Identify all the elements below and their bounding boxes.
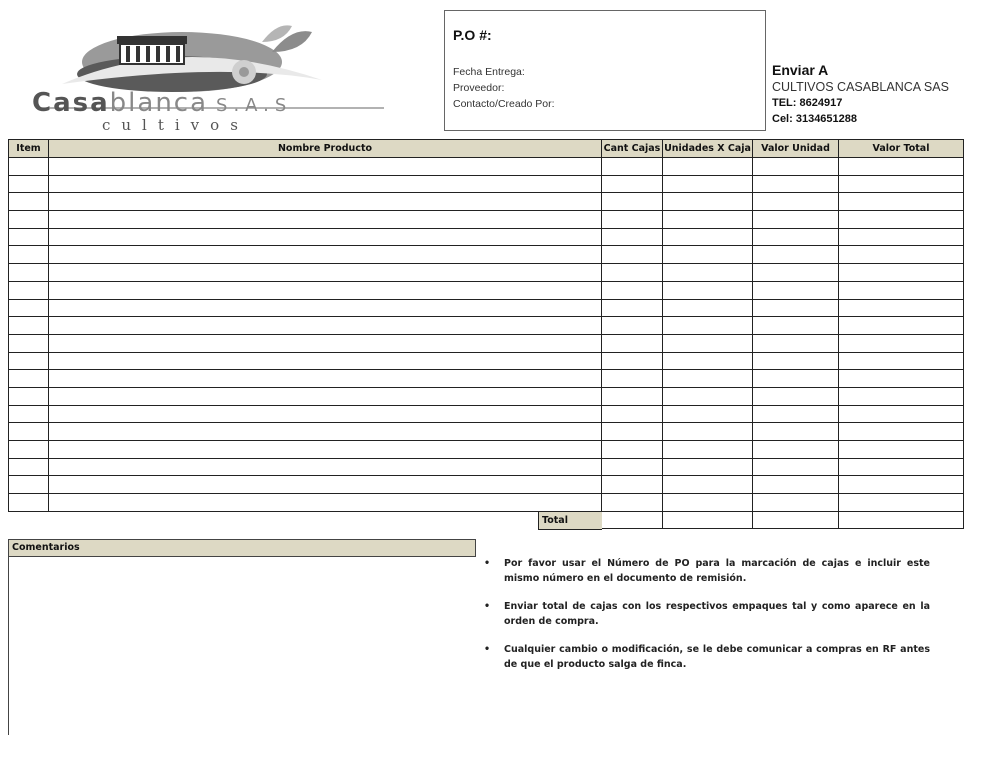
- unidades-x-caja-cell[interactable]: [663, 317, 753, 335]
- nombre-producto-cell[interactable]: [49, 158, 602, 176]
- unidades-x-caja-cell[interactable]: [663, 387, 753, 405]
- company-logo: [22, 22, 392, 132]
- items-body: [9, 158, 964, 512]
- item-cell[interactable]: [9, 175, 49, 193]
- item-cell[interactable]: [9, 334, 49, 352]
- ship-to-tel: TEL: 8624917: [772, 97, 843, 109]
- cant-cajas-cell[interactable]: [602, 193, 663, 211]
- valor-unidad-cell[interactable]: [753, 476, 839, 494]
- nombre-producto-cell[interactable]: [49, 264, 602, 282]
- table-row: [9, 352, 964, 370]
- table-row: [9, 228, 964, 246]
- item-cell[interactable]: [9, 228, 49, 246]
- item-cell[interactable]: [9, 246, 49, 264]
- valor-unidad-cell[interactable]: [753, 211, 839, 229]
- valor-unidad-cell[interactable]: [753, 193, 839, 211]
- valor-total-cell[interactable]: [839, 246, 964, 264]
- cant-cajas-cell[interactable]: [602, 299, 663, 317]
- unidades-x-caja-cell[interactable]: [663, 494, 753, 512]
- item-cell[interactable]: [9, 299, 49, 317]
- item-cell[interactable]: [9, 476, 49, 494]
- cant-cajas-cell[interactable]: [602, 211, 663, 229]
- nombre-producto-cell[interactable]: [49, 175, 602, 193]
- contacto-label: Contacto/Creado Por:: [453, 98, 555, 110]
- table-row: [9, 281, 964, 299]
- table-row: [9, 211, 964, 229]
- logo-brand-part3: S.A.S: [216, 95, 293, 116]
- unidades-x-caja-cell[interactable]: [663, 281, 753, 299]
- nombre-producto-cell[interactable]: [49, 405, 602, 423]
- nombre-producto-cell[interactable]: [49, 441, 602, 459]
- cant-cajas-cell[interactable]: [602, 405, 663, 423]
- valor-total-cell[interactable]: [839, 228, 964, 246]
- nombre-producto-cell[interactable]: [49, 246, 602, 264]
- total-cant-cajas-cell[interactable]: [602, 511, 663, 529]
- valor-total-cell[interactable]: [839, 317, 964, 335]
- cant-cajas-cell[interactable]: [602, 317, 663, 335]
- total-label: Total: [538, 511, 602, 530]
- nombre-producto-cell[interactable]: [49, 423, 602, 441]
- item-cell[interactable]: [9, 458, 49, 476]
- comments-textarea[interactable]: [9, 557, 479, 739]
- ship-to-title: Enviar A: [772, 62, 829, 78]
- table-row: [9, 175, 964, 193]
- item-cell[interactable]: [9, 370, 49, 388]
- logo-brand-part2: blanca: [109, 88, 209, 118]
- instruction-text: Por favor usar el Número de PO para la marcación de cajas e incluir este mismo número en el documento de remisión.: [504, 558, 930, 584]
- valor-unidad-cell[interactable]: [753, 281, 839, 299]
- nombre-producto-cell[interactable]: [49, 334, 602, 352]
- item-cell[interactable]: [9, 317, 49, 335]
- table-row: [9, 423, 964, 441]
- total-row: [9, 511, 964, 529]
- valor-unidad-cell[interactable]: [753, 352, 839, 370]
- instruction-text: Cualquier cambio o modificación, se le debe comunicar a compras en RF antes de que el producto salga de finca.: [504, 644, 930, 670]
- unidades-x-caja-cell[interactable]: [663, 246, 753, 264]
- unidades-x-caja-cell[interactable]: [663, 370, 753, 388]
- nombre-producto-cell[interactable]: [49, 228, 602, 246]
- table-header-row: [9, 140, 964, 158]
- table-row: [9, 476, 964, 494]
- unidades-x-caja-cell[interactable]: [663, 158, 753, 176]
- item-cell[interactable]: [9, 441, 49, 459]
- valor-unidad-cell[interactable]: [753, 387, 839, 405]
- nombre-producto-cell[interactable]: [49, 317, 602, 335]
- unidades-x-caja-cell[interactable]: [663, 423, 753, 441]
- valor-total-cell[interactable]: [839, 387, 964, 405]
- valor-unidad-cell[interactable]: [753, 423, 839, 441]
- cant-cajas-cell[interactable]: [602, 370, 663, 388]
- valor-unidad-cell[interactable]: [753, 494, 839, 512]
- total-valor-unidad-cell[interactable]: [753, 511, 839, 529]
- valor-total-cell[interactable]: [839, 193, 964, 211]
- valor-total-cell[interactable]: [839, 494, 964, 512]
- nombre-producto-cell[interactable]: [49, 370, 602, 388]
- item-cell[interactable]: [9, 281, 49, 299]
- valor-unidad-cell[interactable]: [753, 158, 839, 176]
- unidades-x-caja-cell[interactable]: [663, 264, 753, 282]
- table-row: [9, 387, 964, 405]
- table-row: [9, 458, 964, 476]
- valor-total-cell[interactable]: [839, 334, 964, 352]
- table-row: [9, 264, 964, 282]
- unidades-x-caja-cell[interactable]: [663, 405, 753, 423]
- header-valor-total: Valor Total: [839, 140, 964, 158]
- valor-unidad-cell[interactable]: [753, 246, 839, 264]
- valor-unidad-cell[interactable]: [753, 334, 839, 352]
- valor-total-cell[interactable]: [839, 441, 964, 459]
- instruction-item: [484, 556, 930, 586]
- valor-total-cell[interactable]: [839, 211, 964, 229]
- valor-total-cell[interactable]: [839, 281, 964, 299]
- unidades-x-caja-cell[interactable]: [663, 441, 753, 459]
- cant-cajas-cell[interactable]: [602, 175, 663, 193]
- valor-unidad-cell[interactable]: [753, 370, 839, 388]
- instructions-list: [484, 556, 930, 685]
- nombre-producto-cell[interactable]: [49, 476, 602, 494]
- valor-unidad-cell[interactable]: [753, 175, 839, 193]
- cant-cajas-cell[interactable]: [602, 228, 663, 246]
- proveedor-label: Proveedor:: [453, 82, 505, 94]
- header-nombre-producto: Nombre Producto: [49, 140, 602, 158]
- ship-to-cel: Cel: 3134651288: [772, 113, 858, 125]
- logo-brand-part1: Casa: [32, 88, 110, 118]
- nombre-producto-cell[interactable]: [49, 352, 602, 370]
- item-cell[interactable]: [9, 405, 49, 423]
- unidades-x-caja-cell[interactable]: [663, 476, 753, 494]
- comments-title: Comentarios: [9, 540, 475, 557]
- valor-unidad-cell[interactable]: [753, 299, 839, 317]
- nombre-producto-cell[interactable]: [49, 281, 602, 299]
- valor-total-cell[interactable]: [839, 370, 964, 388]
- header-item: Item: [9, 140, 49, 158]
- fecha-entrega-label: Fecha Entrega:: [453, 66, 525, 78]
- unidades-x-caja-cell[interactable]: [663, 175, 753, 193]
- item-cell[interactable]: [9, 494, 49, 512]
- unidades-x-caja-cell[interactable]: [663, 299, 753, 317]
- valor-unidad-cell[interactable]: [753, 317, 839, 335]
- valor-unidad-cell[interactable]: [753, 264, 839, 282]
- nombre-producto-cell[interactable]: [49, 494, 602, 512]
- logo-brand-name: [32, 88, 382, 118]
- header-unidades-x-caja: Unidades X Caja: [663, 140, 753, 158]
- nombre-producto-cell[interactable]: [49, 211, 602, 229]
- po-info-box: [444, 10, 766, 131]
- cant-cajas-cell[interactable]: [602, 458, 663, 476]
- table-row: [9, 334, 964, 352]
- valor-unidad-cell[interactable]: [753, 458, 839, 476]
- table-row: [9, 494, 964, 512]
- unidades-x-caja-cell[interactable]: [663, 352, 753, 370]
- item-cell[interactable]: [9, 352, 49, 370]
- instruction-item: [484, 642, 930, 672]
- table-row: [9, 441, 964, 459]
- header-valor-unidad: Valor Unidad: [753, 140, 839, 158]
- nombre-producto-cell[interactable]: [49, 387, 602, 405]
- cant-cajas-cell[interactable]: [602, 441, 663, 459]
- table-row: [9, 299, 964, 317]
- unidades-x-caja-cell[interactable]: [663, 228, 753, 246]
- ship-to-block: [772, 62, 992, 129]
- unidades-x-caja-cell[interactable]: [663, 193, 753, 211]
- cant-cajas-cell[interactable]: [602, 264, 663, 282]
- header-cant-cajas: Cant Cajas: [602, 140, 663, 158]
- nombre-producto-cell[interactable]: [49, 193, 602, 211]
- table-row: [9, 246, 964, 264]
- valor-total-cell[interactable]: [839, 458, 964, 476]
- unidades-x-caja-cell[interactable]: [663, 458, 753, 476]
- valor-unidad-cell[interactable]: [753, 228, 839, 246]
- instruction-item: [484, 599, 930, 629]
- table-row: [9, 317, 964, 335]
- item-cell[interactable]: [9, 264, 49, 282]
- valor-total-cell[interactable]: [839, 264, 964, 282]
- cant-cajas-cell[interactable]: [602, 334, 663, 352]
- po-number-label: P.O #:: [453, 27, 492, 43]
- instruction-text: Enviar total de cajas con los respectivos empaques tal y como aparece en la orden de compra.: [504, 601, 930, 627]
- valor-total-cell[interactable]: [839, 476, 964, 494]
- bullet-icon: •: [484, 558, 491, 569]
- unidades-x-caja-cell[interactable]: [663, 334, 753, 352]
- table-row: [9, 370, 964, 388]
- valor-total-cell[interactable]: [839, 423, 964, 441]
- item-cell[interactable]: [9, 423, 49, 441]
- cant-cajas-cell[interactable]: [602, 494, 663, 512]
- cant-cajas-cell[interactable]: [602, 158, 663, 176]
- table-row: [9, 158, 964, 176]
- table-row: [9, 405, 964, 423]
- nombre-producto-cell[interactable]: [49, 299, 602, 317]
- valor-total-cell[interactable]: [839, 158, 964, 176]
- nombre-producto-cell[interactable]: [49, 458, 602, 476]
- ship-to-company: CULTIVOS CASABLANCA SAS: [772, 80, 949, 94]
- total-valor-total-cell[interactable]: [839, 511, 964, 529]
- item-cell[interactable]: [9, 211, 49, 229]
- valor-unidad-cell[interactable]: [753, 405, 839, 423]
- comments-box: [8, 539, 476, 735]
- cant-cajas-cell[interactable]: [602, 352, 663, 370]
- unidades-x-caja-cell[interactable]: [663, 211, 753, 229]
- cant-cajas-cell[interactable]: [602, 387, 663, 405]
- bullet-icon: •: [484, 601, 491, 612]
- item-cell[interactable]: [9, 158, 49, 176]
- cant-cajas-cell[interactable]: [602, 476, 663, 494]
- cant-cajas-cell[interactable]: [602, 423, 663, 441]
- item-cell[interactable]: [9, 387, 49, 405]
- valor-total-cell[interactable]: [839, 405, 964, 423]
- valor-unidad-cell[interactable]: [753, 441, 839, 459]
- table-row: [9, 193, 964, 211]
- valor-total-cell[interactable]: [839, 352, 964, 370]
- valor-total-cell[interactable]: [839, 299, 964, 317]
- bullet-icon: •: [484, 644, 491, 655]
- valor-total-cell[interactable]: [839, 175, 964, 193]
- total-unidades-cell[interactable]: [663, 511, 753, 529]
- logo-subtitle: cultivos: [102, 116, 249, 134]
- items-table: [8, 139, 964, 529]
- cant-cajas-cell[interactable]: [602, 246, 663, 264]
- item-cell[interactable]: [9, 193, 49, 211]
- cant-cajas-cell[interactable]: [602, 281, 663, 299]
